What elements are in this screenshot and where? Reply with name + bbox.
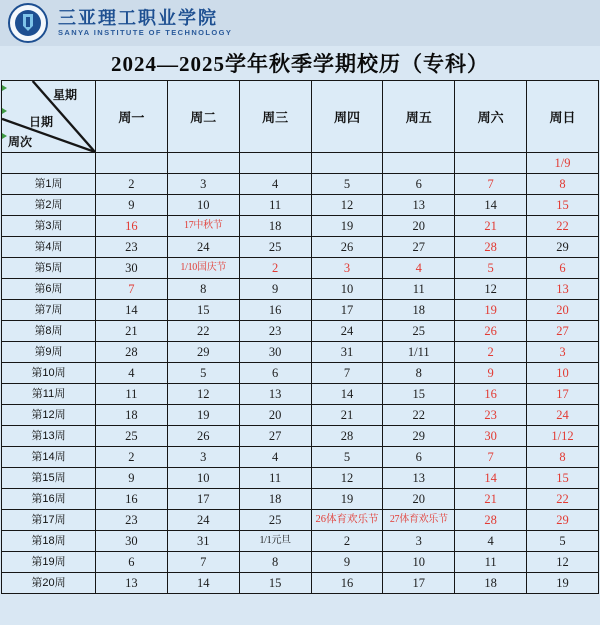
date-cell: 1/9 <box>527 153 599 174</box>
date-cell: 15 <box>383 384 455 405</box>
date-cell: 25 <box>383 321 455 342</box>
week-label: 第10周 <box>2 363 96 384</box>
date-cell: 9 <box>96 468 168 489</box>
week-label: 第6周 <box>2 279 96 300</box>
date-cell: 9 <box>96 195 168 216</box>
date-cell: 13 <box>383 195 455 216</box>
date-cell: 23 <box>96 510 168 531</box>
date-cell: 5 <box>311 174 383 195</box>
date-cell: 16 <box>455 384 527 405</box>
week-label: 第2周 <box>2 195 96 216</box>
date-cell: 10 <box>527 363 599 384</box>
date-cell: 20 <box>383 216 455 237</box>
date-cell: 14 <box>167 573 239 594</box>
date-cell: 24 <box>527 405 599 426</box>
date-cell <box>455 153 527 174</box>
weekday-header-7: 周日 <box>527 81 599 153</box>
date-cell: 14 <box>311 384 383 405</box>
calendar-week-row <box>2 384 599 405</box>
calendar-week-row <box>2 468 599 489</box>
date-cell: 8 <box>239 552 311 573</box>
date-cell: 28 <box>455 237 527 258</box>
date-cell: 2 <box>455 342 527 363</box>
school-name-block <box>58 8 232 38</box>
date-cell: 28 <box>311 426 383 447</box>
date-cell: 18 <box>96 405 168 426</box>
date-cell: 16 <box>96 489 168 510</box>
corner-header-cell <box>2 81 96 153</box>
calendar-week-row <box>2 216 599 237</box>
weekday-header-6: 周六 <box>455 81 527 153</box>
date-cell: 4 <box>239 174 311 195</box>
calendar-week-row <box>2 342 599 363</box>
date-cell: 9 <box>239 279 311 300</box>
date-cell: 31 <box>167 531 239 552</box>
date-cell: 29 <box>527 237 599 258</box>
date-cell: 17 <box>383 573 455 594</box>
date-cell: 22 <box>527 216 599 237</box>
date-cell: 19 <box>311 216 383 237</box>
date-cell: 27 <box>239 426 311 447</box>
school-logo-icon <box>8 3 48 43</box>
date-cell: 29 <box>383 426 455 447</box>
date-cell: 1/11 <box>383 342 455 363</box>
date-cell: 8 <box>167 279 239 300</box>
date-cell: 5 <box>167 363 239 384</box>
week-label: 第13周 <box>2 426 96 447</box>
calendar-header-row <box>2 81 599 153</box>
date-cell: 30 <box>239 342 311 363</box>
date-cell: 9 <box>311 552 383 573</box>
date-cell: 21 <box>455 216 527 237</box>
date-cell: 26 <box>455 321 527 342</box>
date-cell: 20 <box>239 405 311 426</box>
date-cell: 16 <box>311 573 383 594</box>
calendar-week-row <box>2 489 599 510</box>
date-cell: 4 <box>239 447 311 468</box>
week-label: 第16周 <box>2 489 96 510</box>
date-cell: 7 <box>455 174 527 195</box>
date-cell: 23 <box>96 237 168 258</box>
date-cell: 4 <box>383 258 455 279</box>
week-label: 第3周 <box>2 216 96 237</box>
week-label: 第12周 <box>2 405 96 426</box>
date-cell: 18 <box>455 573 527 594</box>
date-cell: 1/12 <box>527 426 599 447</box>
date-cell: 14 <box>455 468 527 489</box>
date-cell: 10 <box>167 195 239 216</box>
date-cell: 17 <box>167 489 239 510</box>
date-cell: 17 <box>311 300 383 321</box>
date-cell: 24 <box>311 321 383 342</box>
weekday-header-4: 周四 <box>311 81 383 153</box>
date-cell: 11 <box>96 384 168 405</box>
date-cell: 24 <box>167 510 239 531</box>
date-cell: 17 <box>527 384 599 405</box>
date-cell: 28 <box>455 510 527 531</box>
calendar-week-row <box>2 153 599 174</box>
date-cell: 21 <box>311 405 383 426</box>
date-cell: 9 <box>455 363 527 384</box>
date-cell: 27 <box>383 237 455 258</box>
date-cell: 12 <box>527 552 599 573</box>
date-cell: 6 <box>96 552 168 573</box>
date-cell: 2 <box>96 174 168 195</box>
date-cell: 10 <box>311 279 383 300</box>
date-cell: 3 <box>167 447 239 468</box>
date-cell: 27体育欢乐节 <box>383 510 455 531</box>
weekday-header-1: 周一 <box>96 81 168 153</box>
date-cell: 15 <box>239 573 311 594</box>
date-cell: 28 <box>96 342 168 363</box>
calendar-table <box>1 80 599 594</box>
date-cell: 25 <box>239 510 311 531</box>
date-cell: 11 <box>455 552 527 573</box>
date-cell: 5 <box>455 258 527 279</box>
calendar-week-row <box>2 552 599 573</box>
date-cell: 18 <box>239 489 311 510</box>
date-cell: 30 <box>455 426 527 447</box>
date-cell: 19 <box>311 489 383 510</box>
date-cell: 15 <box>527 195 599 216</box>
date-cell: 10 <box>167 468 239 489</box>
date-cell: 19 <box>167 405 239 426</box>
week-label: 第14周 <box>2 447 96 468</box>
date-cell: 19 <box>527 573 599 594</box>
date-cell: 7 <box>167 552 239 573</box>
calendar-week-row <box>2 174 599 195</box>
page-title: 2024—2025学年秋季学期校历（专科） <box>111 52 489 76</box>
date-cell <box>383 153 455 174</box>
date-cell: 1/10国庆节 <box>167 258 239 279</box>
calendar-week-row <box>2 426 599 447</box>
date-cell <box>311 153 383 174</box>
date-cell: 23 <box>455 405 527 426</box>
calendar-week-row <box>2 510 599 531</box>
date-cell: 22 <box>167 321 239 342</box>
date-cell: 22 <box>527 489 599 510</box>
date-cell: 15 <box>527 468 599 489</box>
date-cell: 5 <box>527 531 599 552</box>
date-cell: 30 <box>96 531 168 552</box>
date-cell: 6 <box>527 258 599 279</box>
calendar-week-row <box>2 531 599 552</box>
date-cell: 7 <box>96 279 168 300</box>
date-cell: 7 <box>455 447 527 468</box>
date-cell: 27 <box>527 321 599 342</box>
date-cell: 13 <box>96 573 168 594</box>
date-cell: 6 <box>239 363 311 384</box>
date-cell <box>167 153 239 174</box>
date-cell: 11 <box>239 195 311 216</box>
calendar-week-row <box>2 195 599 216</box>
date-cell: 6 <box>383 447 455 468</box>
date-cell <box>239 153 311 174</box>
date-cell: 18 <box>239 216 311 237</box>
calendar-week-row <box>2 447 599 468</box>
week-label: 第18周 <box>2 531 96 552</box>
date-cell: 16 <box>96 216 168 237</box>
date-cell: 18 <box>383 300 455 321</box>
week-label: 第7周 <box>2 300 96 321</box>
date-cell: 31 <box>311 342 383 363</box>
school-name-cn: 三亚理工职业学院 <box>58 8 218 28</box>
calendar-week-row <box>2 279 599 300</box>
week-label: 第20周 <box>2 573 96 594</box>
calendar-week-row <box>2 363 599 384</box>
date-cell: 14 <box>455 195 527 216</box>
date-cell: 3 <box>167 174 239 195</box>
calendar-week-row <box>2 258 599 279</box>
week-label: 第1周 <box>2 174 96 195</box>
calendar-week-row <box>2 405 599 426</box>
date-cell: 20 <box>527 300 599 321</box>
date-cell: 7 <box>311 363 383 384</box>
logo-shield-core <box>26 17 30 27</box>
calendar-week-row <box>2 237 599 258</box>
date-cell: 8 <box>383 363 455 384</box>
date-cell: 4 <box>455 531 527 552</box>
weekday-header-2: 周二 <box>167 81 239 153</box>
date-cell: 14 <box>96 300 168 321</box>
week-label: 第17周 <box>2 510 96 531</box>
weekday-header-3: 周三 <box>239 81 311 153</box>
date-cell: 11 <box>239 468 311 489</box>
date-cell: 3 <box>311 258 383 279</box>
date-cell: 13 <box>383 468 455 489</box>
week-label: 第9周 <box>2 342 96 363</box>
date-cell: 13 <box>239 384 311 405</box>
week-label: 第8周 <box>2 321 96 342</box>
date-cell: 17中秋节 <box>167 216 239 237</box>
week-label: 第15周 <box>2 468 96 489</box>
date-cell: 20 <box>383 489 455 510</box>
date-cell: 25 <box>96 426 168 447</box>
date-cell: 6 <box>383 174 455 195</box>
calendar-week-row <box>2 573 599 594</box>
date-cell: 13 <box>527 279 599 300</box>
corner-label-weeknum: 周次 <box>8 135 33 149</box>
date-cell: 19 <box>455 300 527 321</box>
corner-label-date: 日期 <box>29 115 54 129</box>
date-cell: 2 <box>239 258 311 279</box>
week-label: 第5周 <box>2 258 96 279</box>
date-cell: 11 <box>383 279 455 300</box>
date-cell: 26 <box>167 426 239 447</box>
week-label: 第11周 <box>2 384 96 405</box>
corner-label-weekday: 星期 <box>53 88 78 102</box>
date-cell: 25 <box>239 237 311 258</box>
date-cell: 8 <box>527 447 599 468</box>
weekday-header-5: 周五 <box>383 81 455 153</box>
date-cell: 24 <box>167 237 239 258</box>
date-cell: 29 <box>527 510 599 531</box>
school-name-en: SANYA INSTITUTE OF TECHNOLOGY <box>58 28 233 37</box>
date-cell: 2 <box>96 447 168 468</box>
date-cell: 12 <box>455 279 527 300</box>
date-cell: 21 <box>455 489 527 510</box>
date-cell: 30 <box>96 258 168 279</box>
week-label <box>2 153 96 174</box>
date-cell: 21 <box>96 321 168 342</box>
date-cell: 12 <box>167 384 239 405</box>
week-label: 第19周 <box>2 552 96 573</box>
date-cell: 1/1元旦 <box>239 531 311 552</box>
date-cell: 12 <box>311 195 383 216</box>
date-cell: 3 <box>383 531 455 552</box>
date-cell: 3 <box>527 342 599 363</box>
date-cell: 10 <box>383 552 455 573</box>
date-cell: 22 <box>383 405 455 426</box>
date-cell: 8 <box>527 174 599 195</box>
date-cell: 5 <box>311 447 383 468</box>
date-cell: 29 <box>167 342 239 363</box>
date-cell: 2 <box>311 531 383 552</box>
date-cell: 15 <box>167 300 239 321</box>
week-label: 第4周 <box>2 237 96 258</box>
school-banner <box>0 0 600 46</box>
date-cell: 23 <box>239 321 311 342</box>
date-cell: 26体育欢乐节 <box>311 510 383 531</box>
date-cell: 12 <box>311 468 383 489</box>
date-cell: 26 <box>311 237 383 258</box>
calendar-week-row <box>2 300 599 321</box>
date-cell: 16 <box>239 300 311 321</box>
date-cell <box>96 153 168 174</box>
date-cell: 4 <box>96 363 168 384</box>
calendar-week-row <box>2 321 599 342</box>
